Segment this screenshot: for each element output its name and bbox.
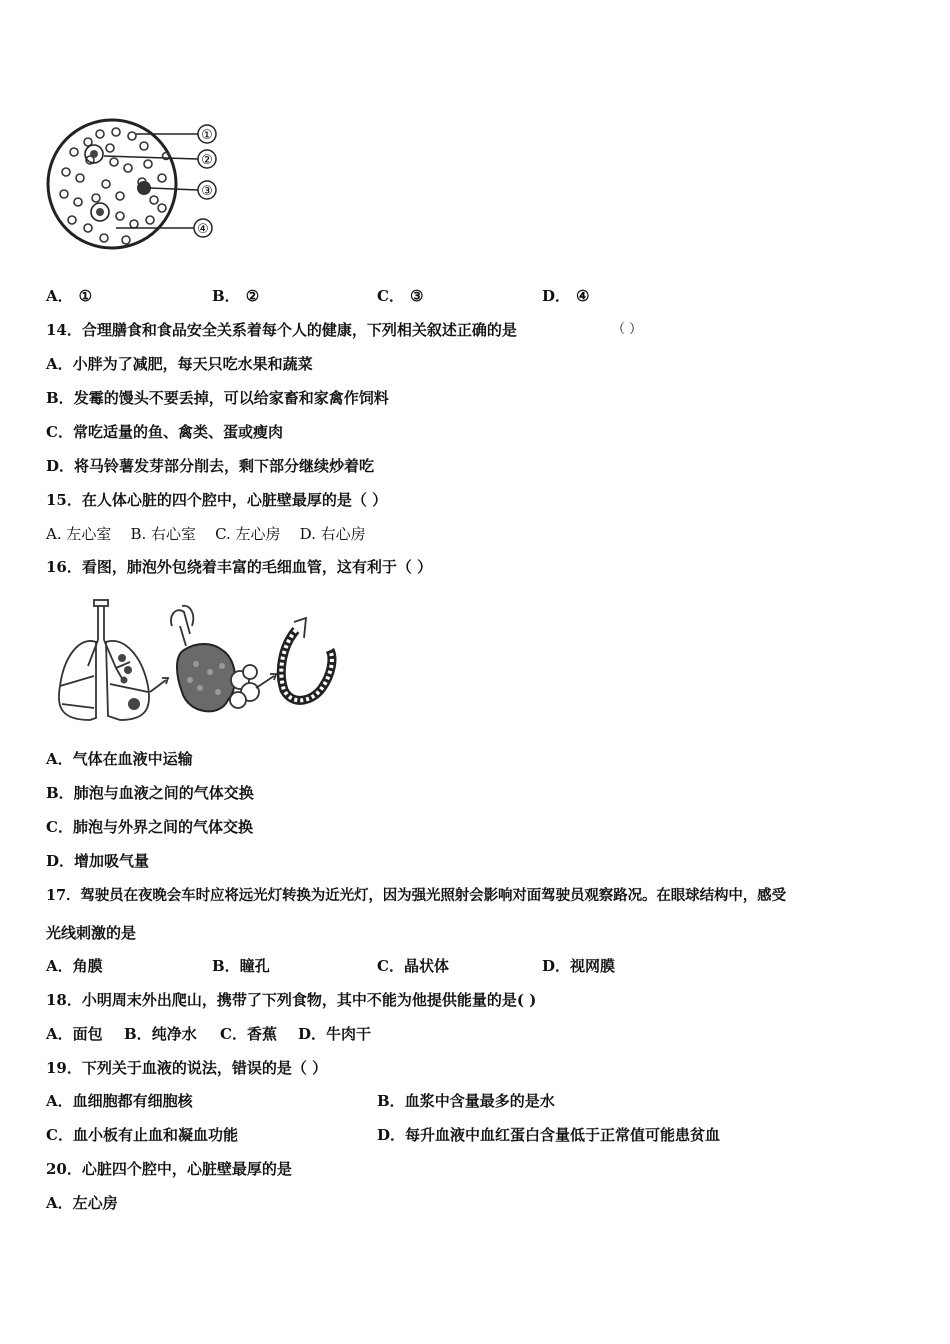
lung-alveoli-figure [50, 596, 342, 730]
q14-option-c[interactable]: C．常吃适量的鱼、禽类、蛋或瘦肉 [46, 423, 283, 441]
q19-option-b[interactable]: B．血浆中含量最多的是水 [377, 1092, 555, 1110]
q14-stem: 14．合理膳食和食品安全关系着每个人的健康，下列相关叙述正确的是 [46, 321, 517, 339]
q19-option-a[interactable]: A．血细胞都有细胞核 [46, 1092, 193, 1110]
q19-option-c[interactable]: C．血小板有止血和凝血功能 [46, 1126, 238, 1144]
q17-option-d[interactable]: D．视网膜 [542, 957, 616, 975]
figure-label-3: ③ [201, 184, 213, 199]
q13-option-d[interactable]: D． ④ [542, 287, 590, 305]
q15-stem: 15．在人体心脏的四个腔中，心脏壁最厚的是（ ） [46, 491, 388, 509]
q17-option-c[interactable]: C．晶状体 [377, 957, 449, 975]
q13-option-c[interactable]: C． ③ [377, 287, 424, 305]
q19-stem: 19．下列关于血液的说法，错误的是（ ） [46, 1059, 328, 1077]
q16-stem: 16．看图，肺泡外包绕着丰富的毛细血管，这有利于（ ） [46, 558, 433, 576]
q20-option-a[interactable]: A．左心房 [46, 1194, 118, 1212]
q16-option-a[interactable]: A．气体在血液中运输 [46, 750, 193, 768]
q16-option-d[interactable]: D．增加吸气量 [46, 852, 150, 870]
q14-option-a[interactable]: A．小胖为了减肥，每天只吃水果和蔬菜 [46, 355, 313, 373]
q14-option-b[interactable]: B．发霉的馒头不要丢掉，可以给家畜和家禽作饲料 [46, 389, 389, 407]
q17-option-a[interactable]: A．角膜 [46, 957, 103, 975]
q16-option-b[interactable]: B．肺泡与血液之间的气体交换 [46, 784, 254, 802]
figure-label-1: ① [201, 128, 213, 143]
q13-option-b[interactable]: B． ② [212, 287, 260, 305]
q13-option-a[interactable]: A． ① [46, 287, 93, 305]
q17-stem-line1: 17．驾驶员在夜晚会车时应将远光灯转换为近光灯，因为强光照射会影响对面驾驶员观察路况。在眼球结构中，感受 [46, 887, 786, 904]
blood-smear-figure [44, 112, 224, 262]
q14-bracket: （ ） [612, 322, 643, 337]
q15-options[interactable]: A. 左心室 B. 右心室 C. 左心房 D. 右心房 [46, 525, 366, 543]
q18-stem: 18．小明周末外出爬山，携带了下列食物，其中不能为他提供能量的是( ) [46, 991, 537, 1009]
q17-option-b[interactable]: B．瞳孔 [212, 957, 270, 975]
q18-option-a[interactable]: A．面包 [46, 1025, 103, 1043]
figure-label-2: ② [201, 153, 213, 168]
figure-label-4: ④ [197, 222, 209, 237]
q20-stem: 20．心脏四个腔中，心脏壁最厚的是 [46, 1160, 292, 1178]
q18-option-c[interactable]: C．香蕉 [220, 1025, 277, 1043]
q18-option-d[interactable]: D．牛肉干 [298, 1025, 372, 1043]
q14-option-d[interactable]: D．将马铃薯发芽部分削去，剩下部分继续炒着吃 [46, 457, 375, 475]
q18-option-b[interactable]: B．纯净水 [124, 1025, 197, 1043]
q17-stem-line2: 光线刺激的是 [46, 924, 137, 942]
q19-option-d[interactable]: D．每升血液中血红蛋白含量低于正常值可能患贫血 [377, 1126, 721, 1144]
q16-option-c[interactable]: C．肺泡与外界之间的气体交换 [46, 818, 253, 836]
